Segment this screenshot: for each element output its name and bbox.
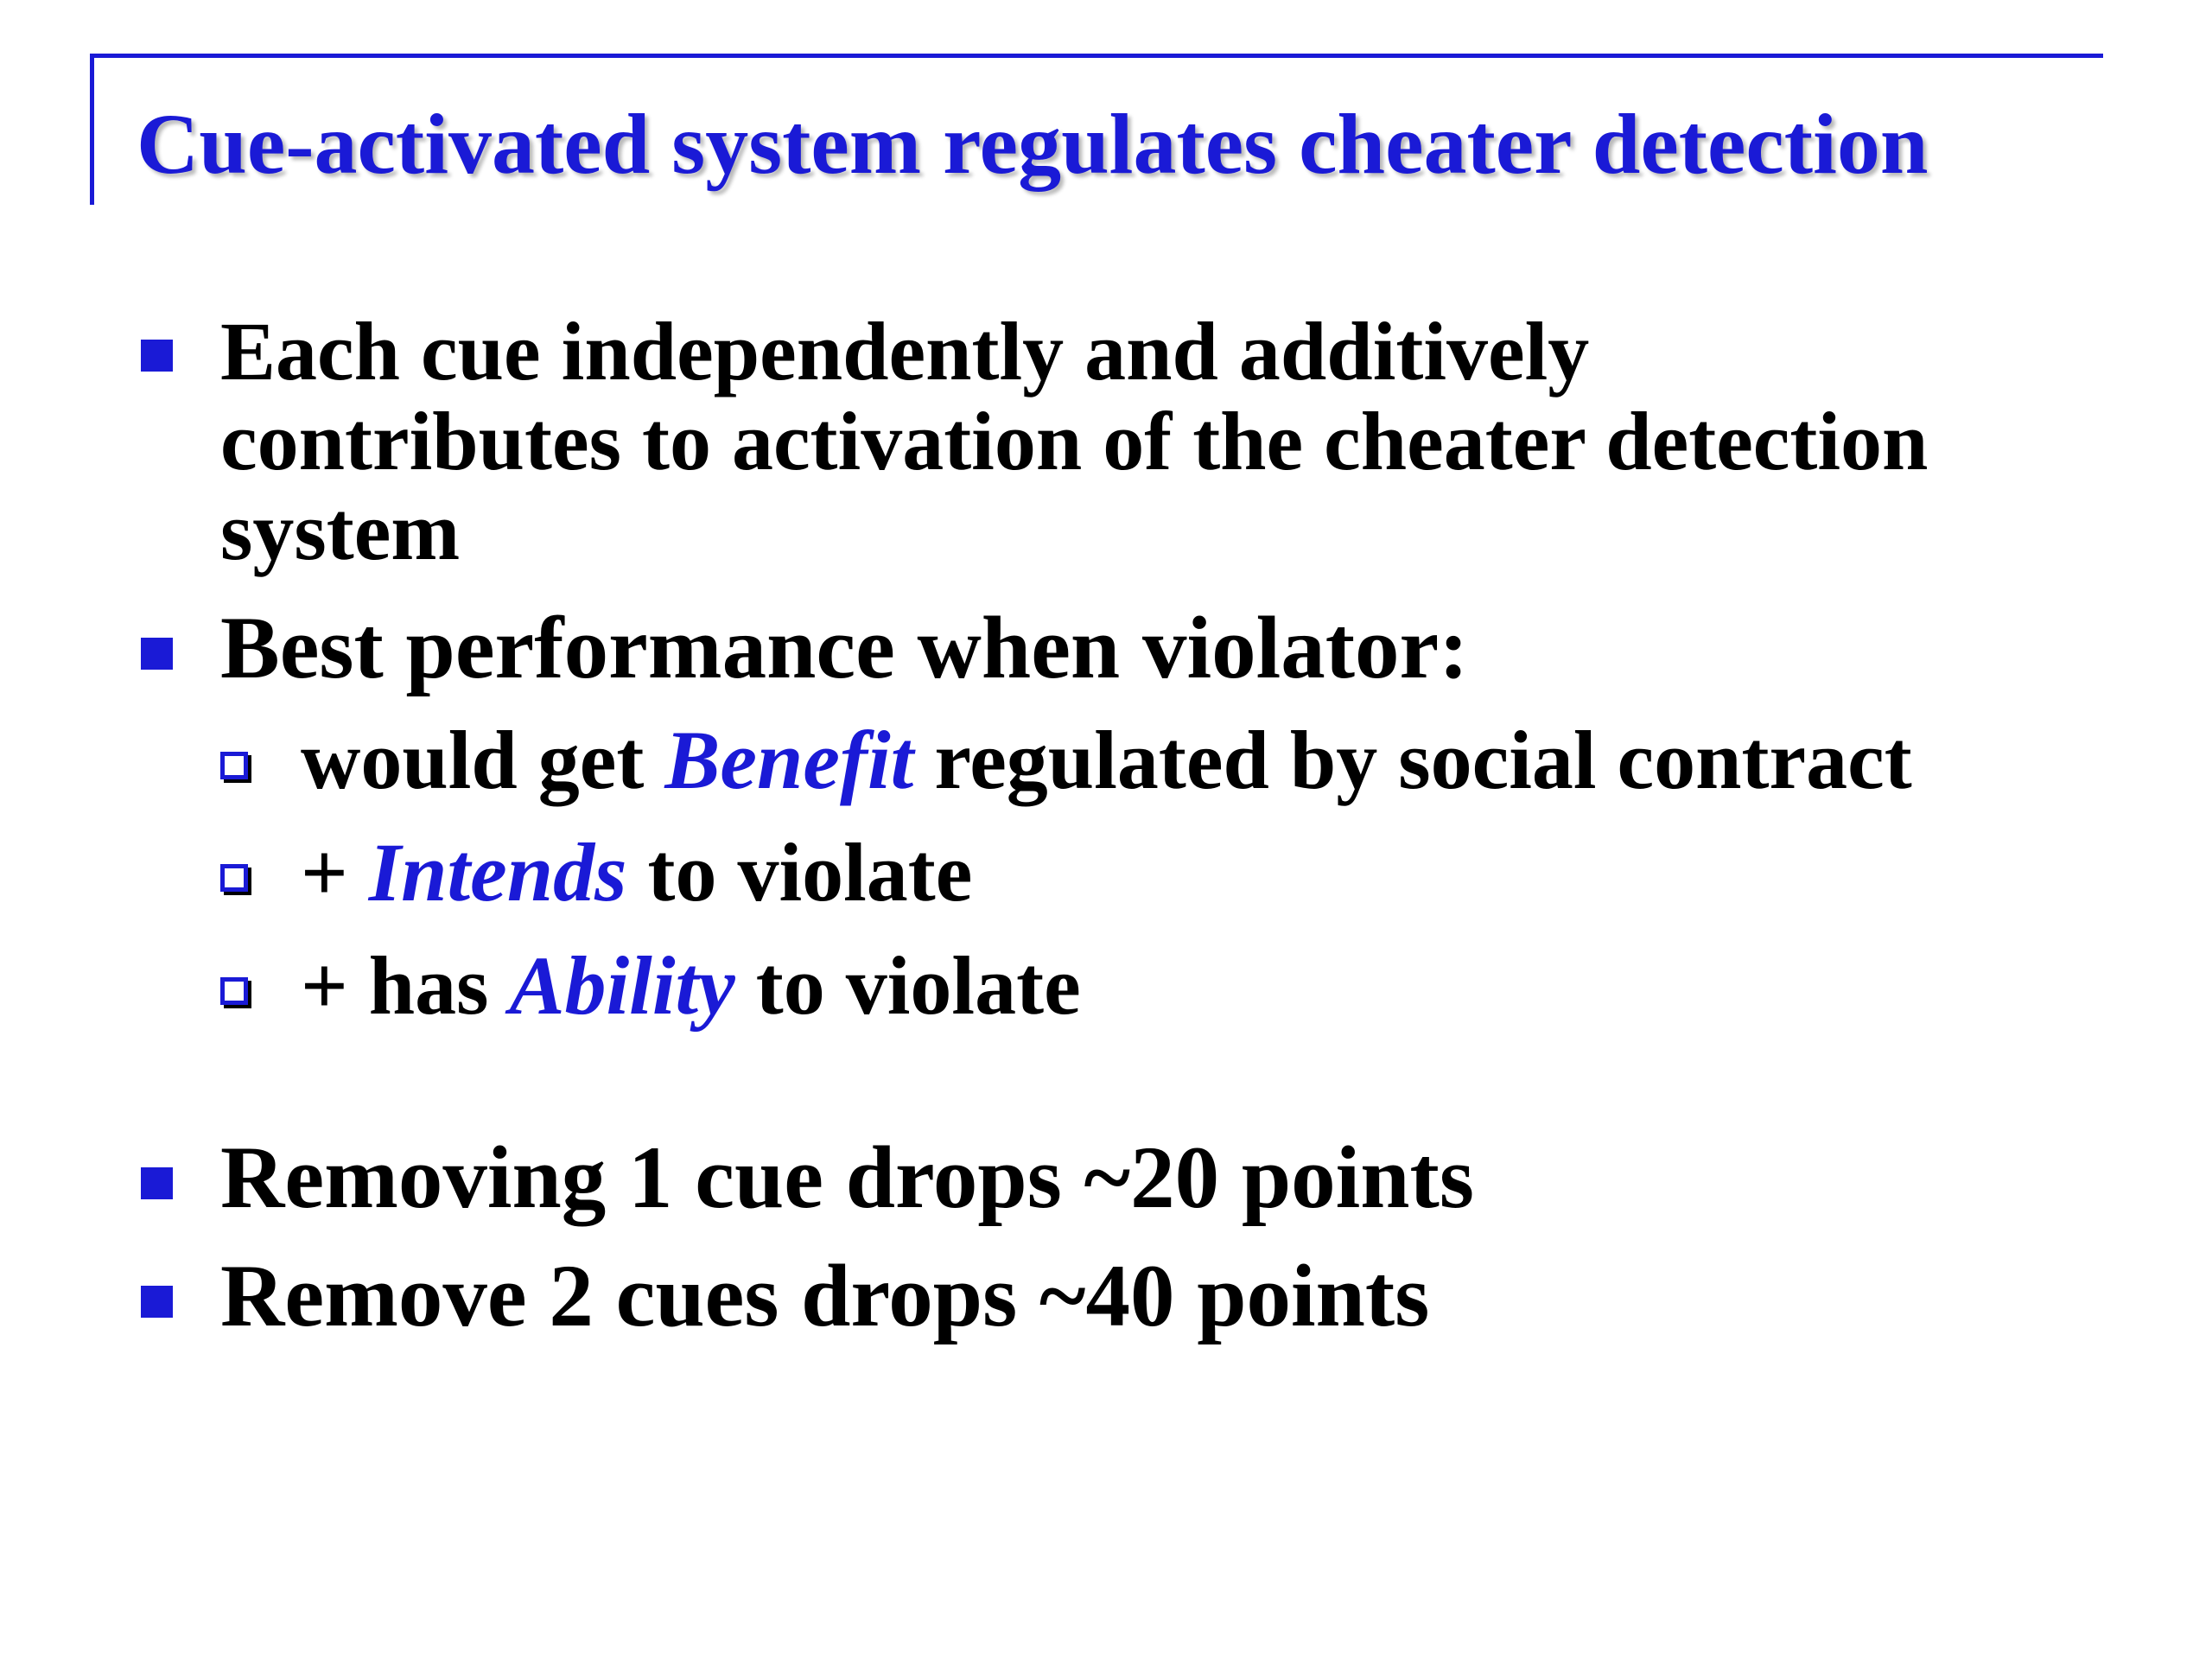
subitem-intends-prefix: +: [301, 826, 369, 918]
subitem-benefit-suffix: regulated by social contract: [913, 714, 1912, 806]
title-top-rule: [90, 54, 2103, 58]
hollow-square-bullet-icon: [220, 864, 248, 892]
bullet-1-line-1: Each cue independently and additively: [220, 305, 1590, 397]
hollow-square-bullet-icon: [220, 752, 248, 779]
subitem-ability-prefix: + has: [301, 939, 510, 1032]
subitem-ability-suffix: to violate: [734, 939, 1081, 1032]
bullet-3: Removing 1 cue drops ~20 points: [220, 1128, 1474, 1227]
subitem-intends-emphasis: Intends: [368, 826, 627, 918]
filled-square-bullet-icon: [141, 638, 173, 670]
bullet-1-line-2: contributes to activation of the cheater detection: [220, 395, 1929, 487]
bullet-2: Best performance when violator:: [220, 599, 1469, 697]
subitem-benefit: [301, 713, 1912, 808]
subitem-ability: [301, 938, 1081, 1033]
subitem-benefit-prefix: would get: [301, 714, 665, 806]
bullet-4: Remove 2 cues drops ~40 points: [220, 1247, 1430, 1345]
bullet-1: [220, 307, 1928, 576]
title-left-rule: [90, 54, 94, 205]
filled-square-bullet-icon: [141, 1167, 173, 1199]
filled-square-bullet-icon: [141, 1286, 173, 1318]
subitem-intends-suffix: to violate: [626, 826, 973, 918]
hollow-square-bullet-icon: [220, 977, 248, 1005]
subitem-ability-emphasis: Ability: [509, 939, 735, 1032]
subitem-intends: [301, 825, 972, 920]
bullet-1-line-3: system: [220, 485, 461, 577]
subitem-benefit-emphasis: Benefit: [664, 714, 914, 806]
slide-title: Cue-activated system regulates cheater detection: [137, 96, 1929, 192]
filled-square-bullet-icon: [141, 340, 173, 372]
